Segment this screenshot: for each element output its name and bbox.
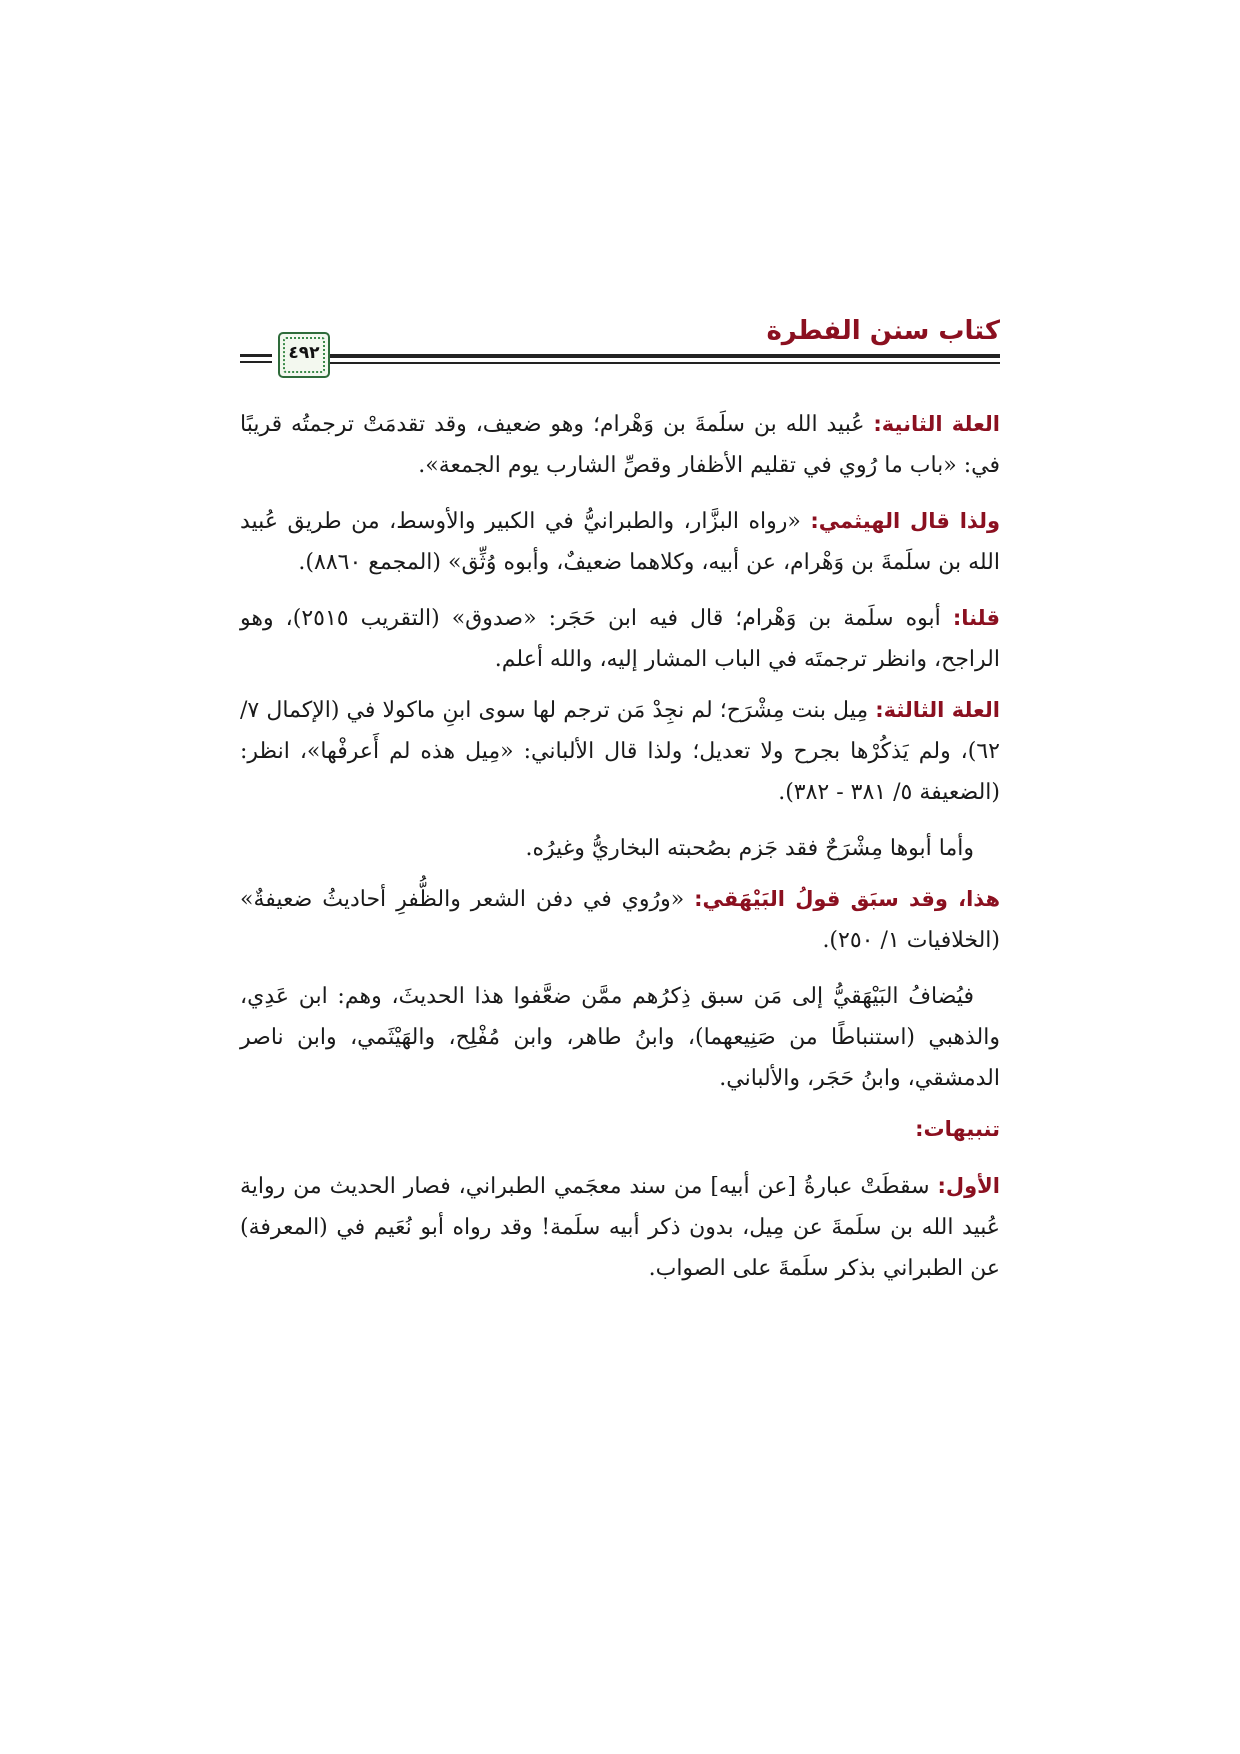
paragraph-bayhaqi: [240, 879, 1000, 961]
note-text: سقطَتْ عبارةُ [عن أبيه] من سند معجَمي الطبراني، فصار الحديث من رواية عُبيد الله بن سلَمةَ عن مِيل، بدون ذكر أبيه سلَمة! وقد رواه أبو نُعَيم في (المعرفة) عن الطبراني بذكر سلَمةَ على الصواب.: [240, 1174, 1000, 1281]
notes-heading: تنبيهات:: [915, 1117, 1000, 1141]
header-rule-thick: [324, 354, 1000, 358]
paragraph-text: «ورُوي في دفن الشعر والظُّفرِ أحاديثُ ضعيفةٌ» (الخلافيات ١/ ٢٥٠).: [240, 887, 1000, 953]
paragraph-third-defect: [240, 690, 1000, 813]
page-number: ٤٩٢: [288, 343, 320, 363]
paragraph-lead: العلة الثانية:: [873, 412, 1001, 436]
header-rule-thin: [324, 362, 1000, 364]
page-header: [240, 316, 1000, 388]
paragraph-text: عُبيد الله بن سلَمةَ بن وَهْرام؛ وهو ضعيف، وقد تقدمَتْ ترجمتُه قريبًا في: «باب ما رُوي في تقليم الأظفار وقصِّ الشارب يوم الجمعة».: [240, 412, 1000, 478]
paragraph-text: فيُضافُ البَيْهَقيُّ إلى مَن سبق ذِكرُهم ممَّن ضعَّفوا هذا الحديثَ، وهم: ابن عَدِي، والذهبي (استنباطًا من صَنِيعهما)، وابنُ طاهر، وابن مُفْلِح، والهَيْثَمي، وابن ناصر الدمشقي، وابنُ حَجَر، والألباني.: [240, 984, 1000, 1091]
paragraph-lead: ولذا قال الهيثمي:: [810, 509, 1001, 533]
header-rule-left: [240, 354, 272, 357]
paragraph-lead: العلة الثالثة:: [875, 698, 1000, 722]
note-first: [240, 1166, 1000, 1289]
page-number-badge: [278, 332, 330, 378]
paragraph-haythami: [240, 501, 1000, 583]
book-title: كتاب سنن الفطرة: [766, 316, 1000, 346]
paragraph-mishrah: [240, 828, 1000, 869]
header-rule-left-thin: [240, 361, 272, 363]
paragraph-text: أبوه سلَمة بن وَهْرام؛ قال فيه ابن حَجَر: «صدوق» (التقريب ٢٥١٥)، وهو الراجح، وانظر ترجمتَه في الباب المشار إليه، والله أعلم.: [240, 606, 1000, 672]
paragraph-text: «رواه البزَّار، والطبرانيُّ في الكبير والأوسط، من طريق عُبيد الله بن سلَمةَ بن وَهْرام، عن أبيه، وكلاهما ضعيفٌ، وأبوه وُثِّق» (المجمع ٨٨٦٠).: [240, 509, 1000, 575]
paragraph-lead: قلنا:: [952, 606, 1000, 630]
paragraph-weakeners: [240, 976, 1000, 1099]
page-body: [240, 404, 1000, 1304]
paragraph-second-defect: [240, 404, 1000, 486]
paragraph-text: مِيل بنت مِشْرَح؛ لم نجِدْ مَن ترجم لها سوى ابنِ ماكولا في (الإكمال ٧/ ٦٢)، ولم يَذكُرْها بجرح ولا تعديل؛ ولذا قال الألباني: «مِيل هذه لم أَعرفْها»، انظر: (الضعيفة ٥/ ٣٨١ - ٣٨٢).: [240, 698, 1000, 805]
paragraph-lead: هذا، وقد سبَق قولُ البَيْهَقي:: [694, 887, 1000, 911]
note-lead: الأول:: [937, 1174, 1000, 1198]
paragraph-text: وأما أبوها مِشْرَحٌ فقد جَزم بصُحبته البخاريُّ وغيرُه.: [525, 836, 974, 861]
paragraph-qulna: [240, 598, 1000, 680]
